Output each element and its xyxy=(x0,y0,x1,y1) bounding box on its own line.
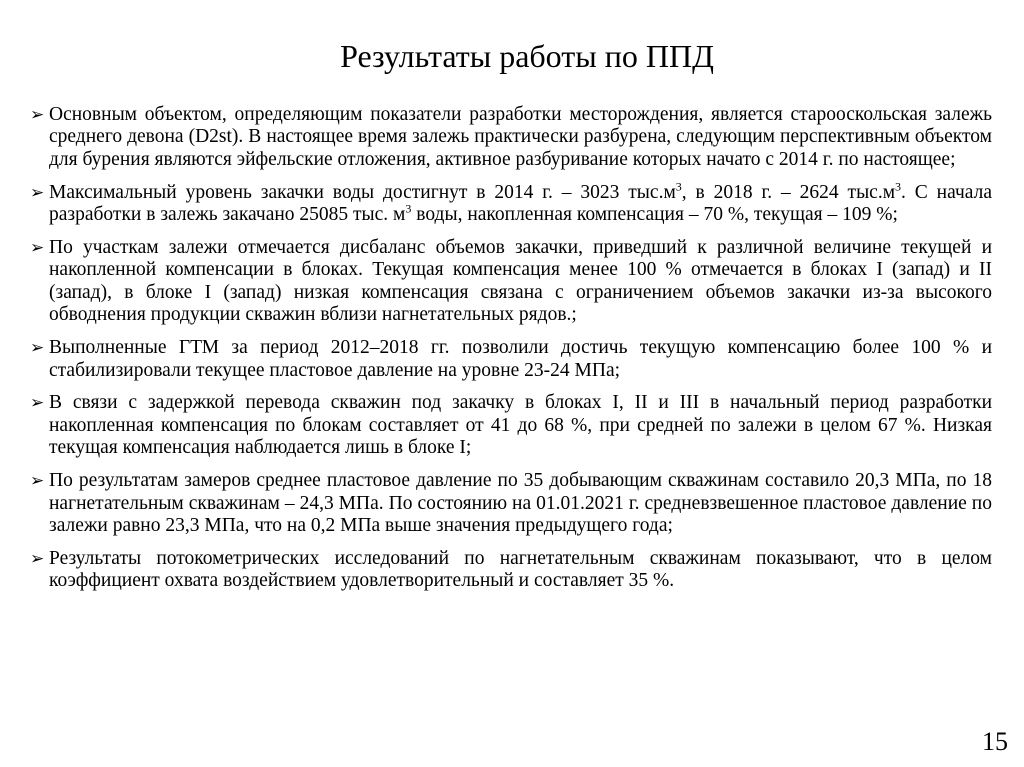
bullet-item xyxy=(30,237,992,327)
superscript: 3 xyxy=(675,179,682,194)
arrow-bullet-icon: ➢ xyxy=(30,238,45,259)
bullet-item xyxy=(30,337,992,382)
bullet-text: Максимальный уровень закачки воды достигнут в 2014 г. – 3023 тыс.м xyxy=(49,181,676,203)
arrow-bullet-icon: ➢ xyxy=(30,548,45,569)
bullet-text: Основным объектом, определяющим показатели разработки месторождения, является старооскольская залежь среднего девона (D2st). В настоящее время залежь практически разбурена, следующим перспективным объектом для бурения являются эйфельские отложения, активное разбуривание которых начато с 2014 г. по настоящее; xyxy=(49,104,992,170)
slide-title: Результаты работы по ППД xyxy=(340,38,714,74)
bullet-text: По результатам замеров среднее пластовое давление по 35 добывающим скважинам составило 20,3 МПа, по 18 нагнетательным скважинам – 24,3 МПа. По состоянию на 01.01.2021 г. средневзвешенное пластовое давление по залежи равно 23,3 МПа, что на 0,2 МПа выше значения предыдущего года; xyxy=(49,470,992,536)
bullet-text: . С начала разработки в залежь закачано 25085 тыс. м xyxy=(49,181,993,226)
superscript: 3 xyxy=(895,179,902,194)
bullet-item xyxy=(30,470,992,537)
superscript: 3 xyxy=(405,201,412,216)
bullet-text: Выполненные ГТМ за период 2012–2018 гг. позволили достичь текущую компенсацию более 100 % и стабилизировали текущее пластовое давление на уровне 23-24 МПа; xyxy=(49,337,992,381)
bullet-text: Результаты потокометрических исследований по нагнетательным скважинам показывают, что в целом коэффициент охвата воздействием удовлетворительный и составляет 35 %. xyxy=(49,547,992,592)
bullet-item xyxy=(30,392,992,459)
arrow-bullet-icon: ➢ xyxy=(30,338,45,359)
bullet-item xyxy=(30,548,992,593)
bullet-text: воды, накопленная компенсация – 70 %, текущая – 109 %; xyxy=(411,204,898,226)
bullet-list xyxy=(30,104,992,603)
bullet-item xyxy=(30,104,992,171)
bullet-text: , в 2018 г. – 2624 тыс.м xyxy=(681,181,896,203)
bullet-text: В связи с задержкой перевода скважин под закачку в блоках I, II и III в начальный период разработки накопленная компенсация по блокам составляет от 41 до 68 %, при средней по залежи в целом 67 %. Низкая текущая компенсация наблюдается лишь в блоке I; xyxy=(49,392,992,459)
arrow-bullet-icon: ➢ xyxy=(30,393,45,414)
arrow-bullet-icon: ➢ xyxy=(30,471,45,492)
page-number: 15 xyxy=(982,727,1008,756)
arrow-bullet-icon: ➢ xyxy=(30,105,45,125)
bullet-item xyxy=(30,179,993,227)
arrow-bullet-icon: ➢ xyxy=(30,182,45,203)
bullet-text: По участкам залежи отмечается дисбаланс объемов закачки, приведший к различной величине текущей и накопленной компенсации в блоках. Текущая компенсация менее 100 % отмечается в блоках I (запад) и II (запад), в блоке I (запад) низкая компенсация связана с ограничением объемов закачки из-за высокого обводнения продукции скважин вблизи нагнетательных рядов.; xyxy=(49,237,992,326)
